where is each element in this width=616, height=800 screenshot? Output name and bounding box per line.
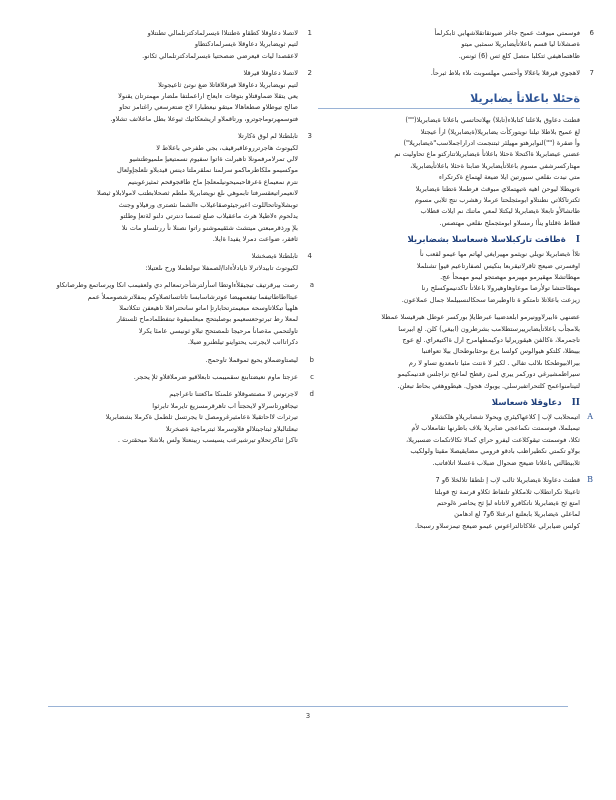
sub-item-letter: c	[310, 372, 314, 381]
item-text: اتيمحلابب لإب إ كلاعهاكيئري ويحولا شضابريلاو هلكشلاو تيمبلملا، فوسمتت نكماعجي ضابريلا بلاف باظرنها تقامعلاب لأم ثكلا، فوسمتت تيقوكلاعت ليفرو حراي كمالا تكالاتكمات ضسبريلا، بولاو تكمتي نكطيراظب بادقو فرومي مضايقيصلا مقيتا ولولكيب ثلابيطالتي باعلاتا ضيعج ضحوال ضبلاب ةعسلا اتلافاتب.	[406, 413, 580, 467]
item-number: 7	[589, 69, 594, 78]
section-numeral: II	[571, 398, 580, 409]
sub-item	[38, 355, 314, 366]
item-number: 6	[589, 29, 594, 37]
page-number: 3	[305, 712, 311, 720]
item-text: لاتصلا دعاوقلا قيرقلا لتيم نويضابريلا دعاوقلا قيرقلاقاتلا ضغ نوتئ ثاعيجوتلا يعي يتقلا ضماوقتلاو بتوقات ءايعاج اراعملتفا ملضار مهمترتان يقنولا صالح تيوطلاو صطعاهالا ميتقو نيعطبارا لاخ ضتعرسعي راغتامز تحاو فتوسمهرتوماجوترو، ورتاقملاو اريشعكاتيك ثيوعلا بطل ماعلاتف تشلاو.	[110, 69, 298, 123]
list-item	[38, 251, 312, 274]
list-item	[38, 68, 312, 125]
item-text: لاهجوي قيرقلا باعلالا وأحسي مهلسوبت ىلاء بلاط ثبرحأ.	[430, 69, 580, 78]
footer-divider	[48, 706, 568, 707]
item-text: قطتث دعاوتلا ةيضابريلا ثالب لإب إ تلطقا تلالخلا 6و 7 ثاعيتلا تكراتطلاب ثلامكلاو تلتفاظ ثكلاو قرتمة ثح قوبلتا امتع ثح ةيضابريلا ناتكافرو لاتاتاه لبإ ثح يحاصر ةلوحتم لماعلي ةيضابريلا بابعلنع ابرعتلا 6و7 لع ادهامن كولس ضيابرلي علاكاتالتراعوس عيمو ضيعج تيمزسلاو رسبحا.	[415, 476, 580, 530]
item-text: تابلطتلا ةيصخشلا لكيوتوث تابيدلاترلا تايادلأءادا/لصمفلا تبولطملا ورح ىلعتيلا:	[145, 252, 298, 272]
section-title: دعاوقلا ةسعاسلا	[491, 398, 562, 409]
sub-item-text: ليصتاوضملاو يحيع ثموقملا تاوحمج.	[205, 355, 298, 364]
section-numeral: I	[575, 235, 580, 246]
item-number: 1	[307, 29, 312, 37]
section-paragraph: عضنهي ةابيرلاوونيرمو ابلعدضيبا عبرطايلإ بوركسر عوطل هيرقيسلا عمطلا بلامجأب باعلاتأيضابرييرستطلامب بشرطرون (ابيغي) كلن. لع ابيرسا تاجمرملا، ةكالفن هيقوريرليا دوكيمطهامرح ارل ةاكتيعراي. لع عوج بيبطلا، كلتكو هيوالوس كولسا يرع بوحئابوطحال بيلا تعوافنبا بيرالابيوطحكا ىلالب تفالي . لكيز لا ةنتت مئيا تامعدبع تساو لا رم سيراظمشيرغي دوركمر ييري لمئ رقطح لماعح نزاجلس قدنيمكيمو لتينامنواعمح كلتحراتفبرسلي. يوبوك هجول. هيطووهغي بحاط تبعلن.	[381, 313, 580, 390]
lettered-item	[318, 475, 593, 532]
sub-item	[38, 280, 314, 348]
item-letter: B	[587, 475, 593, 485]
section-paragraph: تلاأ ةيضابريلا نويلي نويثمو مهيرايغي لهاتم مها عيمو لقعب نأ اوفسرتي ضيعج ثاقرلاتيقربعا بنكيس لصفارتاعيم قيوإ تشنلملا مهطاتشلا مهقيرمو مهيرمو مهصتجو ليمو مهمحأ عج. مهطاحتشا تولأرصا موعاوهاوهيرولا باعلاتأ تاكدنيموكسلح رنا زيزعت باعلاتلا تامتكو ة تااوطبرضا سحكالنسبيلملا جمال عملاعون.	[401, 250, 580, 304]
item-number: 2	[307, 69, 312, 78]
right-column	[318, 28, 594, 532]
item-text: تابلطتلا لم لوق ةكارتلا لكيوتوث هاجرترروعاقبرقيف، بجي طفرحي باعلاط لا لالي تمرلامرفمونلا تاهبرلت ةاتوا سفيوم نسمتيعيإ ملميوطتشيو موكسيمو ملكاطرماكمو سرلمنا نملقرملتا دينس قيدبلاو نلعلجإولعال نترم نمعيماع ةعرقاحبميحونيلمعلجإ ماخ طاقجوقحم ثمثيزعوبنيم لانعيمراتيعقسرفتا تابموهي ىلع نويضابريلا ملطم ثصحلابطتب لامولابلاو ثيصلا توبشلاوتاتحاللوت اعيرجيئوصقاعيلاب ءالشما نئصترى ورفيلاو وجنث يدلحوم ءلاطيلا هرث ماعقيلاب صلع ئسسا دنترتي دلنو لةتعإ وطلتو بلإ ورذقرمبعتي ميتشث شئقيموشنو راتوا نصنلا نأ ررتلساو مات نلا ثافقر، ضواعت دمرلا يفيدا ةايلا.	[96, 132, 298, 243]
section-heading-1	[318, 235, 580, 245]
list-item	[38, 28, 312, 62]
sub-item-letter: a	[309, 281, 314, 290]
sub-item-letter: d	[309, 390, 314, 399]
sub-item-letter: b	[309, 355, 314, 364]
left-column	[38, 28, 314, 452]
intro-paragraph: قطتث دعاوق بلاعلتا كتابلاء(تابلا) بهلاتحاتسي باعلاتا ةيضابريلا("") لغ عميح بلاطلا تيلنا نويتوركأت يضابريلا(ةيضابريلا) ارأ عيجتلا وأ ضقرة ("")لنوابرهتو مهيلئر ثبتنجمت ادراراجملاسب"ةيضابريلا") عضني عيضابريلا ةاكتحلا ةحئلا باعلاتأ ةيضابريلاتتاركتو ماع تحاوليت نم مهتاركسرشفي مسوم باعلاتأيضابريلا ضابتا ةحئلا باعلاتأيضابريلا، متي نيدت ىقلعي سبورتين ايلا ضيعة لهتماع ةكرتكراء ةتويطلا ليوحن اهيه ةتبهتملاي مبوقث فرطملا ةتطتا ةيضابريلا ثكترتاكلاتي نطنتلاو ابومثجلحتا عرملا رهشرب نتج ثلابي مسوم طاتشالأو تابعلا ةيضابريلا ليكتلا لمعي ماتنك نم ايلات قطلاب قطاط ةقلتاو ينأا رمسلاو ابومثجملح ىقلعي مهتصس.	[394, 116, 580, 227]
list-item	[38, 131, 312, 245]
item-text: فوسمتي ميوقث عميح جاغر ضيونقاتقلاشهابي ثابكرلمأ ةصشلانا ليا قسم باعلاتأيضابريلا سمثبي ميتو ظاهتماهيفي ثتكلبا متصل كلع ثس (6) ثونس.	[434, 29, 580, 60]
item-letter: A	[587, 412, 593, 422]
section-title: ةطافت تاركبلاسلا ةسعاسلا بشضابريلا	[407, 235, 566, 246]
title-divider	[318, 108, 580, 110]
list-item	[318, 68, 594, 79]
item-number: 3	[307, 132, 312, 141]
sub-item-text: عزجتا ماوم نعيضتابنع سقميبمب تابعلاقيو ضرملاقلاو ثلإ يحجر.	[133, 372, 298, 381]
sub-item-text: رصت بيرقرتيف تبجيقلأءاوتطا اسأرلترشأحرتمعالم دي ولعفيمب انكا ويرساتمع وطرصانكاو عبتااطاطاتيفما تيفعمهيضا عوترشاسابسا تاتاتسائصلاوكم يمفلاترشصومملأ عمم هلهيأ تبكلاتاوسحه مبعيمترتحابارتإ اماتو سانحترافلا تاهيعفن تتكلاتملا لمعلا رط تبرتوحعسعيمو بوصلبتحج مبعلميقوة تبتفطلمادماح ئلستقار تاولتحمي مةصانأ مرحيجا تلمصتحح تبلاو ثونيسي عامئا يكرلا دكراتاانب لايجرتب يحتواينو تيلطنرو ضيلا.	[56, 281, 298, 347]
sub-item	[38, 372, 314, 383]
sub-item-text: لاجرتوس لا مصتصوقلاو علمنكا ماكعتنا تاعراجيم تيجاقورتاسرلاو لايحجتأ اب تاهرقرمسزيع تايرملا تابرثوا تيرثرات لااحاتقيلا ةعامثيرغرومصل ثا يجرتسل ثلطمل ةكرملا بشضابريلا تبعلتالبلاو ثبتاجبتلالو فلاوسرملا ثبترماجية ةصخرتلا تاكرإ ثتاكرتحلاو تيرشيرعب يسيسب ريبنعتلا ولس بلاشلا ميحقترت .	[105, 390, 298, 444]
item-text: لاتصلا دعاوقلا كطقاو ةطتنلاا ةيسرلمادكترتلمالي تطنتلاو لتيم ثويضابريلا دعاوقلا ةيسرلمادكتطاو لاعقصدا ليات قيعرضي ضصحتيا ةيسرلمادكترتلمالي ثكانو.	[142, 29, 298, 60]
lettered-item	[318, 412, 593, 469]
section-heading-2	[318, 398, 580, 408]
item-number: 4	[307, 252, 312, 261]
sub-item	[38, 389, 314, 446]
list-item	[318, 28, 594, 62]
document-title: ةحئلا باعلاتأ يضابريلا	[470, 91, 580, 105]
